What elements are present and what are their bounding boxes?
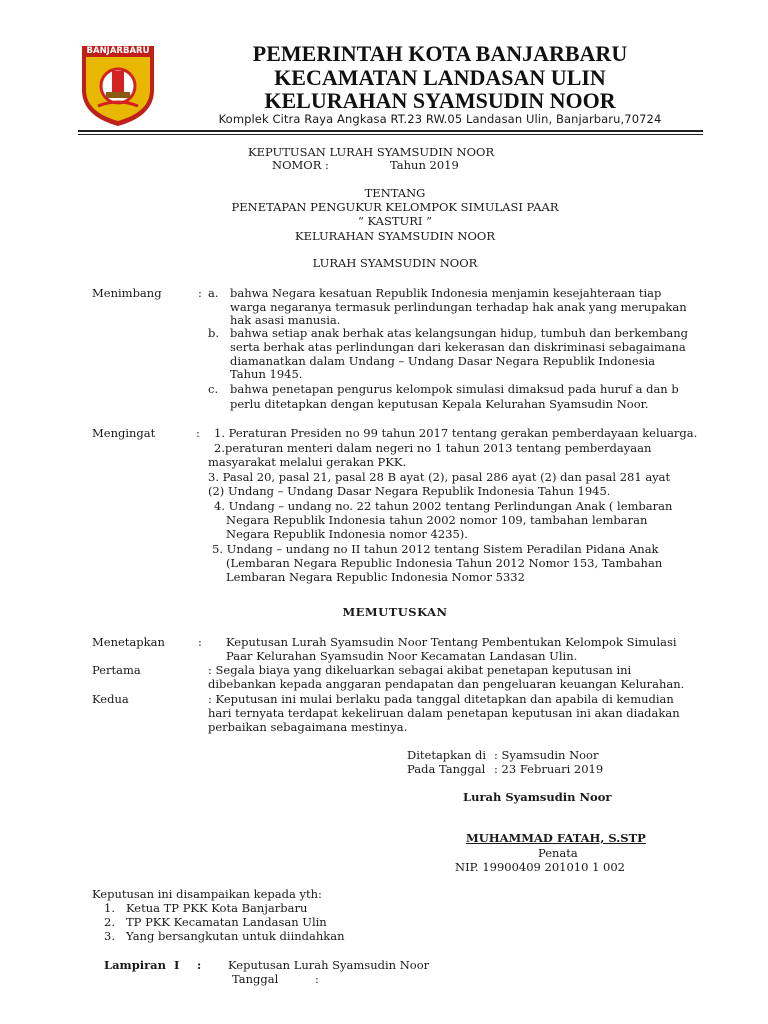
mengingat-colon: :: [196, 426, 200, 440]
menimbang-c-line: perlu ditetapkan dengan keputusan Kepala Kelurahan Syamsudin Noor.: [230, 397, 649, 411]
kop-district: KECAMATAN LANDASAN ULIN: [274, 65, 606, 90]
official-heading: LURAH SYAMSUDIN NOOR: [312, 256, 478, 270]
decree-number-label: NOMOR :: [272, 158, 329, 172]
menimbang-b-line: Tahun 1945.: [230, 367, 303, 381]
mengingat-label: Mengingat: [92, 426, 156, 440]
lampiran-date-colon: :: [315, 972, 319, 986]
distribution-marker: 2.: [104, 915, 115, 929]
logo-text: BANJARBARU: [86, 46, 150, 56]
distribution-marker: 1.: [104, 901, 115, 915]
distribution-intro: Keputusan ini disampaikan kepada yth:: [92, 887, 322, 901]
signatory-rank: Penata: [538, 846, 578, 860]
place-label: Ditetapkan di: [407, 748, 487, 762]
lampiran-colon: :: [197, 958, 202, 972]
distribution-item: Ketua TP PKK Kota Banjarbaru: [126, 901, 308, 915]
menetapkan-colon: :: [198, 635, 202, 649]
pertama-label: Pertama: [92, 663, 141, 677]
signatory-position: Lurah Syamsudin Noor: [463, 790, 612, 804]
subject-line-2: “ KASTURI ”: [358, 214, 432, 228]
mengingat-line: 3. Pasal 20, pasal 21, pasal 28 B ayat (2), pasal 286 ayat (2) dan pasal 281 ayat: [208, 470, 671, 484]
memutuskan-heading: MEMUTUSKAN: [342, 605, 448, 619]
kedua-label: Kedua: [92, 692, 129, 706]
decree-number-year: Tahun 2019: [390, 158, 459, 172]
mengingat-line: (2) Undang – Undang Dasar Negara Republik Indonesia Tahun 1945.: [208, 484, 611, 498]
menimbang-b-line: serta berhak atas perlindungan dari kekerasan dan diskriminasi sebagaimana: [230, 340, 686, 354]
mengingat-line: 2.peraturan menteri dalam negeri no 1 tahun 2013 tentang pemberdayaan: [214, 441, 652, 455]
mengingat-line: 5. Undang – undang no II tahun 2012 tentang Sistem Peradilan Pidana Anak: [212, 542, 659, 556]
kop-government: PEMERINTAH KOTA BANJARBARU: [252, 41, 628, 66]
kedua-line: hari ternyata terdapat kekeliruan dalam penetapan keputusan ini akan diadakan: [208, 706, 680, 720]
city-logo: [78, 40, 158, 128]
pertama-line: dibebankan kepada anggaran pendapatan dan pengeluaran keuangan Kelurahan.: [208, 677, 685, 691]
about-heading: TENTANG: [364, 186, 426, 200]
menetapkan-label: Menetapkan: [92, 635, 165, 649]
mengingat-line: Lembaran Negara Republic Indonesia Nomor 5332: [226, 570, 525, 584]
menimbang-a-line: hak asasi manusia.: [230, 313, 341, 327]
mengingat-line: 4. Undang – undang no. 22 tahun 2002 tentang Perlindungan Anak ( lembaran: [214, 499, 673, 513]
menimbang-b-line: diamanatkan dalam Undang – Undang Dasar Negara Republik Indonesia: [230, 354, 656, 368]
kop-subdistrict: KELURAHAN SYAMSUDIN NOOR: [264, 88, 616, 113]
menimbang-a-line: warga negaranya termasuk perlindungan terhadap hak anak yang merupakan: [230, 300, 687, 314]
date-value: : 23 Februari 2019: [494, 762, 604, 776]
decree-title: KEPUTUSAN LURAH SYAMSUDIN NOOR: [248, 145, 495, 159]
mengingat-line: masyarakat melalui gerakan PKK.: [208, 455, 407, 469]
date-label: Pada Tanggal: [407, 762, 486, 776]
menimbang-marker-c: c.: [208, 382, 219, 396]
letterhead-rule: [78, 130, 703, 132]
distribution-item: TP PKK Kecamatan Landasan Ulin: [126, 915, 327, 929]
menimbang-marker-a: a.: [208, 286, 219, 300]
mengingat-line: Negara Republik Indonesia nomor 4235).: [226, 527, 468, 541]
distribution-marker: 3.: [104, 929, 115, 943]
menimbang-marker-b: b.: [208, 326, 220, 340]
signatory-name: MUHAMMAD FATAH, S.STP: [466, 831, 646, 845]
subject-line-3: KELURAHAN SYAMSUDIN NOOR: [295, 229, 495, 243]
menetapkan-line: Paar Kelurahan Syamsudin Noor Kecamatan Landasan Ulin.: [226, 649, 578, 663]
kop-address: Komplek Citra Raya Angkasa RT.23 RW.05 Landasan Ulin, Banjarbaru,70724: [218, 112, 662, 126]
pertama-line: : Segala biaya yang dikeluarkan sebagai akibat penetapan keputusan ini: [208, 663, 632, 677]
kedua-line: perbaikan sebagaimana mestinya.: [208, 720, 408, 734]
menimbang-a-line: bahwa Negara kesatuan Republik Indonesia menjamin kesejahteraan tiap: [230, 286, 662, 300]
menimbang-c-line: bahwa penetapan pengurus kelompok simulasi dimaksud pada huruf a dan b: [230, 382, 679, 396]
menimbang-colon: :: [198, 286, 202, 300]
menetapkan-line: Keputusan Lurah Syamsudin Noor Tentang Pembentukan Kelompok Simulasi: [226, 635, 677, 649]
lampiran-value: Keputusan Lurah Syamsudin Noor: [228, 958, 430, 972]
subject-line-1: PENETAPAN PENGUKUR KELOMPOK SIMULASI PAAR: [231, 200, 559, 214]
lampiran-date-label: Tanggal: [232, 972, 279, 986]
signatory-nip: NIP. 19900409 201010 1 002: [455, 860, 625, 874]
mengingat-line: 1. Peraturan Presiden no 99 tahun 2017 tentang gerakan pemberdayaan keluarga.: [214, 426, 698, 440]
menimbang-b-line: bahwa setiap anak berhak atas kelangsungan hidup, tumbuh dan berkembang: [230, 326, 689, 340]
lampiran-label: Lampiran I: [104, 958, 180, 972]
distribution-item: Yang bersangkutan untuk diindahkan: [126, 929, 345, 943]
letterhead-rule-thin: [78, 134, 703, 135]
menimbang-label: Menimbang: [92, 286, 162, 300]
mengingat-line: Negara Republik Indonesia tahun 2002 nomor 109, tambahan lembaran: [226, 513, 648, 527]
kedua-line: : Keputusan ini mulai berlaku pada tanggal ditetapkan dan apabila di kemudian: [208, 692, 674, 706]
mengingat-line: (Lembaran Negara Republic Indonesia Tahun 2012 Nomor 153, Tambahan: [226, 556, 663, 570]
place-value: : Syamsudin Noor: [494, 748, 599, 762]
